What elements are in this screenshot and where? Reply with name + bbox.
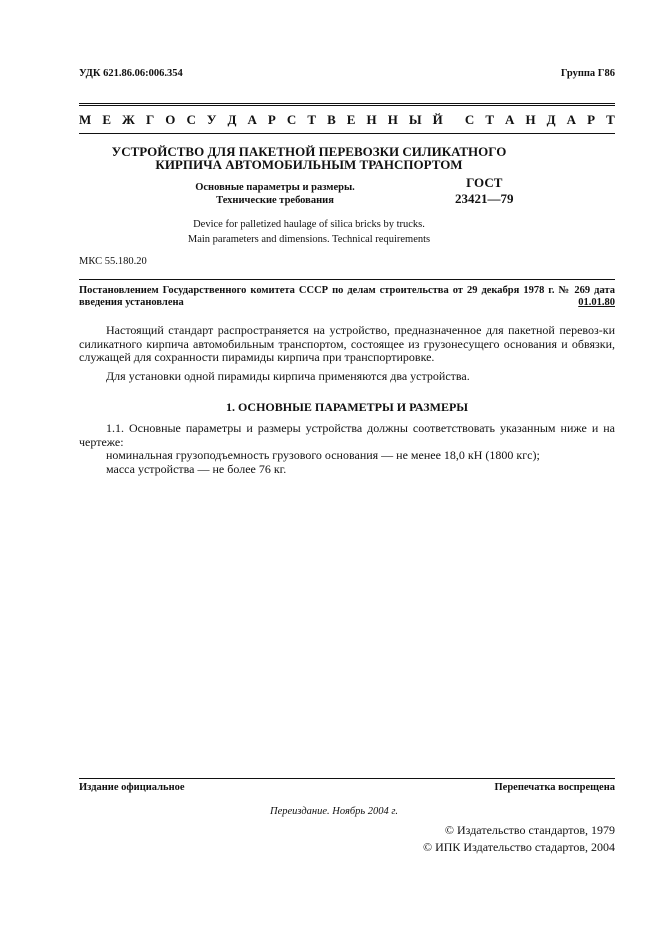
group-code: Группа Г86: [560, 68, 615, 79]
heading-letter: Ы: [408, 112, 422, 127]
heading-letter: Н: [525, 112, 536, 127]
english-line-1: Device for palletized haulage of silica bricks by trucks.: [193, 219, 425, 230]
heading-letter: С: [464, 112, 475, 127]
decree-text: Постановлением Государственного комитета СССР по делам строительства от 29 декабря 1978 г. № 269 дата введения установлена: [79, 285, 615, 308]
copyright-1979: © Издательство стандартов, 1979: [444, 823, 615, 837]
mks-code: МКС 55.180.20: [79, 256, 147, 267]
heading-letter: А: [247, 112, 257, 127]
subtitle-line-2: Технические требования: [216, 195, 334, 206]
heading-letter: Д: [227, 112, 237, 127]
heading-letter: Й: [432, 112, 443, 127]
decree-rule: [79, 279, 615, 280]
heading-letter: Н: [366, 112, 377, 127]
title-line-2: КИРПИЧА АВТОМОБИЛЬНЫМ ТРАНСПОРТОМ: [155, 157, 463, 172]
heading-letter: М: [79, 112, 92, 127]
reprint-ban: Перепечатка воспрещена: [494, 782, 615, 793]
top-rule-2: [79, 105, 615, 106]
heading-letter: Н: [387, 112, 398, 127]
introduction-date: 01.01.80: [578, 296, 615, 308]
copyright-2004: © ИПК Издательство стадартов, 2004: [422, 840, 615, 854]
gost-number: 23421—79: [455, 191, 514, 206]
heading-letter: А: [566, 112, 577, 127]
heading-letter: С: [186, 112, 196, 127]
mass-item: масса устройства — не более 76 кг.: [106, 462, 287, 476]
gost-designation: [455, 175, 514, 207]
scope-paragraph: Настоящий стандарт распространяется на устройство, предназначенное для пакетной перевоз-ки силикатного кирпича автомобильным транспортом, состоящее из грузонесущего основания и обвязки, служащей для сохранности пирамиды кирпича при транспортировке.: [79, 323, 615, 364]
section-title: 1. ОСНОВНЫЕ ПАРАМЕТРЫ И РАЗМЕРЫ: [225, 400, 469, 414]
heading-letter: У: [206, 112, 217, 127]
heading-letter: Р: [267, 112, 276, 127]
decree: [79, 285, 615, 308]
english-title: [79, 217, 539, 247]
gost-label: ГОСТ: [466, 175, 503, 190]
reissue-note: Переиздание. Ноябрь 2004 г.: [270, 806, 399, 817]
udk-code: УДК 621.86.06:006.354: [79, 68, 183, 79]
heading-letter: Ж: [122, 112, 135, 127]
heading-letter: Д: [546, 112, 556, 127]
heading-letter: А: [505, 112, 515, 127]
heading-letter: Т: [485, 112, 494, 127]
heading-rule: [79, 133, 615, 134]
heading-letter: О: [165, 112, 176, 127]
title-line-1: УСТРОЙСТВО ДЛЯ ПАКЕТНОЙ ПЕРЕВОЗКИ СИЛИКАТНОГО: [111, 144, 507, 159]
clause-1-1: 1.1. Основные параметры и размеры устройства должны соответствовать указанным ниже и на чертеже:: [79, 421, 615, 449]
english-line-2: Main parameters and dimensions. Technical requirements: [187, 234, 431, 245]
standard-type-heading: [79, 112, 615, 128]
load-capacity-item: номинальная грузоподъемность грузового основания — не менее 18,0 кН (1800 кгс);: [106, 448, 540, 462]
document-subtitle: [110, 181, 440, 207]
subtitle-line-1: Основные параметры и размеры.: [195, 182, 355, 193]
heading-letter: С: [286, 112, 297, 127]
heading-letter: Т: [307, 112, 317, 127]
heading-letter: Е: [102, 112, 111, 127]
heading-letter: Г: [145, 112, 155, 127]
heading-letter: В: [327, 112, 336, 127]
official-edition: Издание официальное: [79, 782, 185, 793]
heading-letter: Е: [346, 112, 356, 127]
usage-paragraph: Для установки одной пирамиды кирпича применяются два устройства.: [106, 369, 470, 383]
top-rule-1: [79, 103, 615, 104]
heading-letter: Т: [606, 112, 615, 127]
heading-letter: Р: [587, 112, 596, 127]
footer-rule: [79, 778, 615, 779]
document-title: [79, 145, 539, 171]
